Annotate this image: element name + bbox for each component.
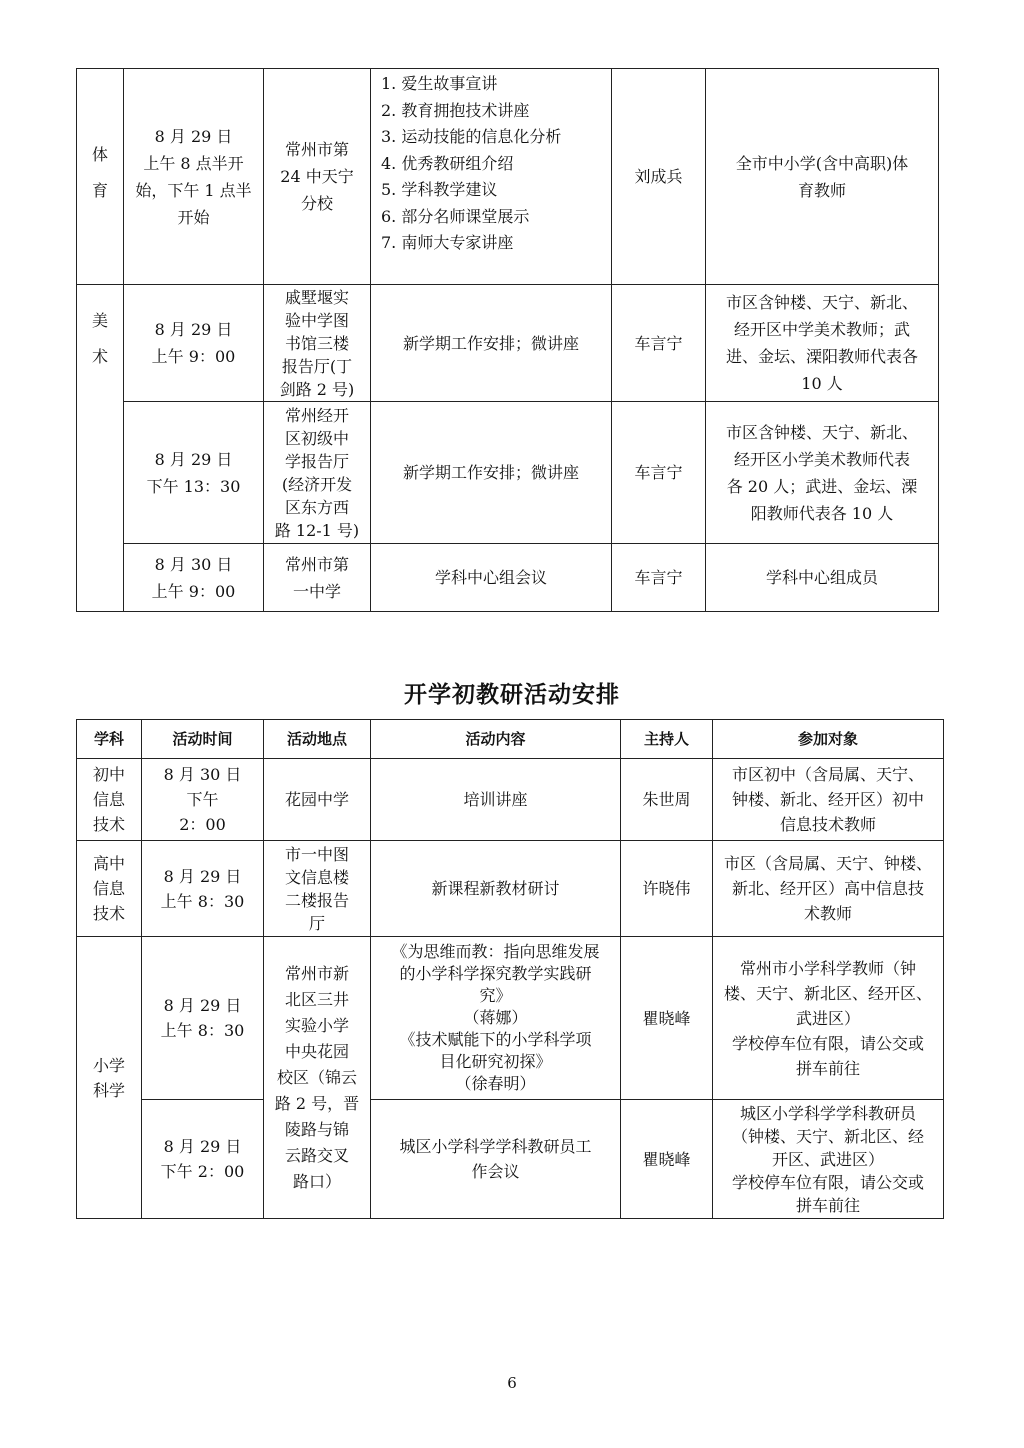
table-row-pe (77, 69, 939, 285)
header-location: 活动地点 (264, 720, 371, 759)
time-cell: 8 月 29 日 上午 9：00 (124, 285, 264, 402)
header-time: 活动时间 (142, 720, 264, 759)
table-row-art-3 (77, 544, 939, 612)
content-list-item: 5. 学科教学建议 (381, 180, 498, 199)
table-row-science-1 (77, 937, 944, 1100)
content-cell: 新课程新教材研讨 (371, 841, 621, 937)
participants-cell: 全市中小学(含中高职)体 育教师 (706, 69, 939, 285)
location-cell: 常州市新 北区三井 实验小学 中央花园 校区（锦云 路 2 号，晋 陵路与锦 云路交叉 路口） (264, 937, 371, 1219)
table-row-it-senior (77, 841, 944, 937)
host-cell: 车言宁 (612, 402, 706, 544)
time-cell: 8 月 29 日 下午 2：00 (142, 1100, 264, 1219)
time-cell: 8 月 29 日 上午 8：30 (142, 937, 264, 1100)
participants-cell: 城区小学科学学科教研员 （钟楼、天宁、新北区、经 开区、武进区） 学校停车位有限，请公交或 拼车前往 (713, 1100, 944, 1219)
location-cell: 常州市第 24 中天宁 分校 (264, 69, 371, 285)
participants-cell: 市区（含局属、天宁、钟楼、 新北、经开区）高中信息技 术教师 (713, 841, 944, 937)
content-list-item: 6. 部分名师课堂展示 (381, 206, 530, 226)
location-cell: 常州市第 一中学 (264, 544, 371, 612)
location-cell: 花园中学 (264, 759, 371, 841)
content-cell: 培训讲座 (371, 759, 621, 841)
time-cell: 8 月 29 日 下午 13：30 (124, 402, 264, 544)
content-list-item: 1. 爱生故事宣讲 (381, 74, 498, 93)
content-cell: 新学期工作安排；微讲座 (371, 402, 612, 544)
page-title: 开学初教研活动安排 (404, 682, 620, 708)
participants-cell: 学科中心组成员 (706, 544, 939, 612)
schedule-table-continued (76, 68, 939, 612)
host-cell: 刘成兵 (612, 69, 706, 285)
content-cell: 学科中心组会议 (371, 544, 612, 612)
content-cell: 《为思维而教：指向思维发展 的小学科学探究教学实践研 究》 （蒋娜） 《技术赋能下的小学科学项 目化研究初探》 （徐春明） (371, 937, 621, 1100)
content-list-item: 7. 南师大专家讲座 (381, 233, 514, 252)
subject-cell: 初中 信息 技术 (77, 759, 142, 841)
content-cell: 新学期工作安排；微讲座 (371, 285, 612, 402)
header-content: 活动内容 (371, 720, 621, 759)
subject-cell: 美 术 (77, 285, 124, 612)
time-cell: 8 月 29 日 上午 8 点半开 始，下午 1 点半 开始 (124, 69, 264, 285)
content-list-item: 3. 运动技能的信息化分析 (381, 127, 562, 146)
participants-cell: 常州市小学科学教师（钟 楼、天宁、新北区、经开区、 武进区） 学校停车位有限，请公交或 拼车前往 (713, 937, 944, 1100)
location-cell: 常州经开 区初级中 学报告厅 (经济开发 区东方西 路 12-1 号) (264, 402, 371, 544)
table-header-row (77, 720, 944, 759)
time-cell: 8 月 30 日 下午 2：00 (142, 759, 264, 841)
participants-cell: 市区含钟楼、天宁、新北、 经开区中学美术教师；武 进、金坛、溧阳教师代表各 10 人 (706, 285, 939, 402)
location-cell: 市一中图 文信息楼 二楼报告 厅 (264, 841, 371, 937)
table-row-art-1 (77, 285, 939, 402)
host-cell: 瞿晓峰 (621, 937, 713, 1100)
host-cell: 许晓伟 (621, 841, 713, 937)
time-cell: 8 月 29 日 上午 8：30 (142, 841, 264, 937)
host-cell: 车言宁 (612, 544, 706, 612)
schedule-table (76, 719, 944, 1219)
subject-cell: 小学 科学 (77, 937, 142, 1219)
content-list-item: 4. 优秀教研组介绍 (381, 153, 514, 173)
time-cell: 8 月 30 日 上午 9：00 (124, 544, 264, 612)
subject-cell: 体 育 (77, 69, 124, 285)
table-row-art-2 (77, 402, 939, 544)
content-list-cell (371, 69, 612, 285)
header-subject: 学科 (77, 720, 142, 759)
host-cell: 朱世周 (621, 759, 713, 841)
host-cell: 瞿晓峰 (621, 1100, 713, 1219)
participants-cell: 市区初中（含局属、天宁、 钟楼、新北、经开区）初中 信息技术教师 (713, 759, 944, 841)
content-cell: 城区小学科学学科教研员工 作会议 (371, 1100, 621, 1219)
page-number: 6 (507, 1374, 517, 1392)
table-row-it-junior (77, 759, 944, 841)
participants-cell: 市区含钟楼、天宁、新北、 经开区小学美术教师代表 各 20 人；武进、金坛、溧 阳教师代表各 10 人 (706, 402, 939, 544)
content-list-item: 2. 教育拥抱技术讲座 (381, 100, 530, 120)
location-cell: 戚墅堰实 验中学图 书馆三楼 报告厅(丁 剑路 2 号) (264, 285, 371, 402)
table-row-science-2 (77, 1100, 944, 1219)
header-participants: 参加对象 (713, 720, 944, 759)
host-cell: 车言宁 (612, 285, 706, 402)
subject-cell: 高中 信息 技术 (77, 841, 142, 937)
header-host: 主持人 (621, 720, 713, 759)
